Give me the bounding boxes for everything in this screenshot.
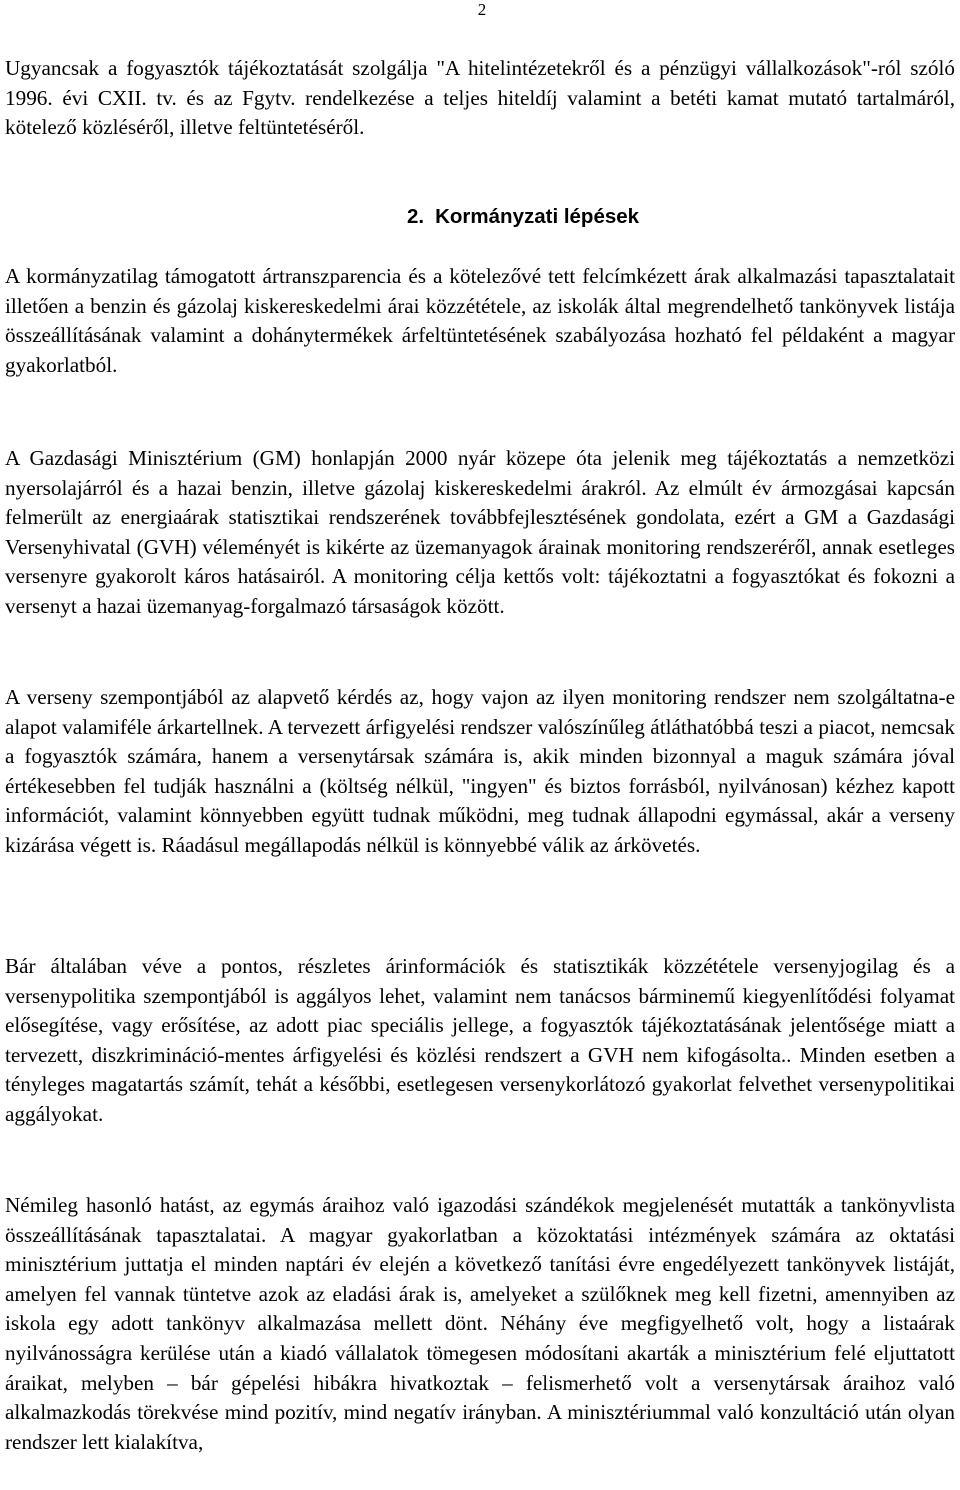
paragraph-textbook-list: Némileg hasonló hatást, az egymás áraihoz való igazodási szándékok megjelenését mutatták a tankönyvlista összeállításának tapasztalatai. A magyar gyakorlatban a közoktatási intézmények számára az oktatási minisztérium juttatja el minden naptári év elején a következő tanítási évre engedélyezett tankönyvek listáját, amelyen fel vannak tüntetve azok az eladási árak is, amelyeket a szülőknek meg kell fizetni, amennyiben az iskola egy adott tankönyv alkalmazása mellett dönt. Néhány éve megfigyelhető volt, hogy a listaárak nyilvánosságra kerülése után a kiadó vállalatok tömegesen módosítani akarták a minisztérium felé eljuttatott áraikat, melyben – bár gépelési hibákra hivatkoztak – felismerhető volt a versenytársak áraihoz való alkalmazkodás törekvése mind pozitív, mind negatív irányban. A minisztériummal való konzultáció után olyan rendszer lett kialakítva, (5, 1193, 955, 1454)
paragraph-transparency: A kormányzatilag támogatott ártranszparencia és a kötelezővé tett felcímkézett árak alkalmazási tapasztalatait illetően a benzin és gázolaj kiskereskedelmi árai közzététele, az iskolák által megrendelhető tankönyvek listája összeállításának valamint a dohánytermékek árfeltüntetésének szabályozása hozható fel példaként a magyar gyakorlatból. (5, 264, 955, 377)
paragraph-fuel-prices: A Gazdasági Minisztérium (GM) honlapján 2000 nyár közepe óta jelenik meg tájékoztatás a nemzetközi nyersolajárról és a hazai benzin, illetve gázolaj kiskereskedelmi árakról. Az elmúlt év ármozgásai kapcsán felmerült az energiaárak statisztikai rendszerének továbbfejlesztésének gondolata, ezért a GM a Gazdasági Versenyhivatal (GVH) véleményét is kikérte az üzemanyagok árainak monitoring rendszeréről, annak esetleges versenyre gyakorolt káros hatásairól. A monitoring célja kettős volt: tájékoztatni a fogyasztókat és fokozni a versenyt a hazai üzemanyag-forgalmazó társaságok között. (5, 446, 955, 618)
paragraph-competition: A verseny szempontjából az alapvető kérdés az, hogy vajon az ilyen monitoring rendszer nem szolgáltatna-e alapot valamiféle árkartellnek. A tervezett árfigyelési rendszer valószínűleg átláthatóbbá teszi a piacot, nemcsak a fogyasztók számára, hanem a versenytársak számára is, akik minden bizonnyal a maguk számára jóval értékesebben fel tudják használni a (költség nélkül, "ingyen" és biztos forrásból, nyilvánosan) kézhez kapott információt, valamint könnyebben együtt tudnak működni, meg tudnak állapodni egymással, akár a verseny kizárása végett is. Ráadásul megállapodás nélkül is könnyebbé válik az árkövetés. (5, 685, 955, 857)
intro-paragraph: Ugyancsak a fogyasztók tájékoztatását szolgálja "A hitelintézetekről és a pénzügyi vállalkozások"-ról szóló 1996. évi CXII. tv. és az Fgytv. rendelkezése a teljes hiteldíj valamint a betéti kamat mutató tartalmáról, kötelező közléséről, illetve feltüntetéséről. (5, 56, 955, 140)
section-title: Kormányzati lépések (435, 205, 640, 228)
section-heading (407, 203, 639, 231)
paragraph-price-information: Bár általában véve a pontos, részletes árinformációk és statisztikák közzététele versenyjogilag és a versenypolitika szempontjából is aggályos lehet, valamint nem tanácsos bárminemű kiegyenlítődési folyamat elősegítése, vagy erősítése, az adott piac speciális jellege, a fogyasztók tájékoztatásának jelentősége miatt a tervezett, diszkrimináció-mentes árfigyelési és közlési rendszert a GVH nem kifogásolta.. Minden esetben a tényleges magatartás számít, tehát a későbbi, esetlegesen versenykorlátozó gyakorlat felvethet versenypolitikai aggályokat. (5, 954, 955, 1126)
section-number: 2. (407, 205, 425, 228)
page-number: 2 (477, 0, 487, 19)
